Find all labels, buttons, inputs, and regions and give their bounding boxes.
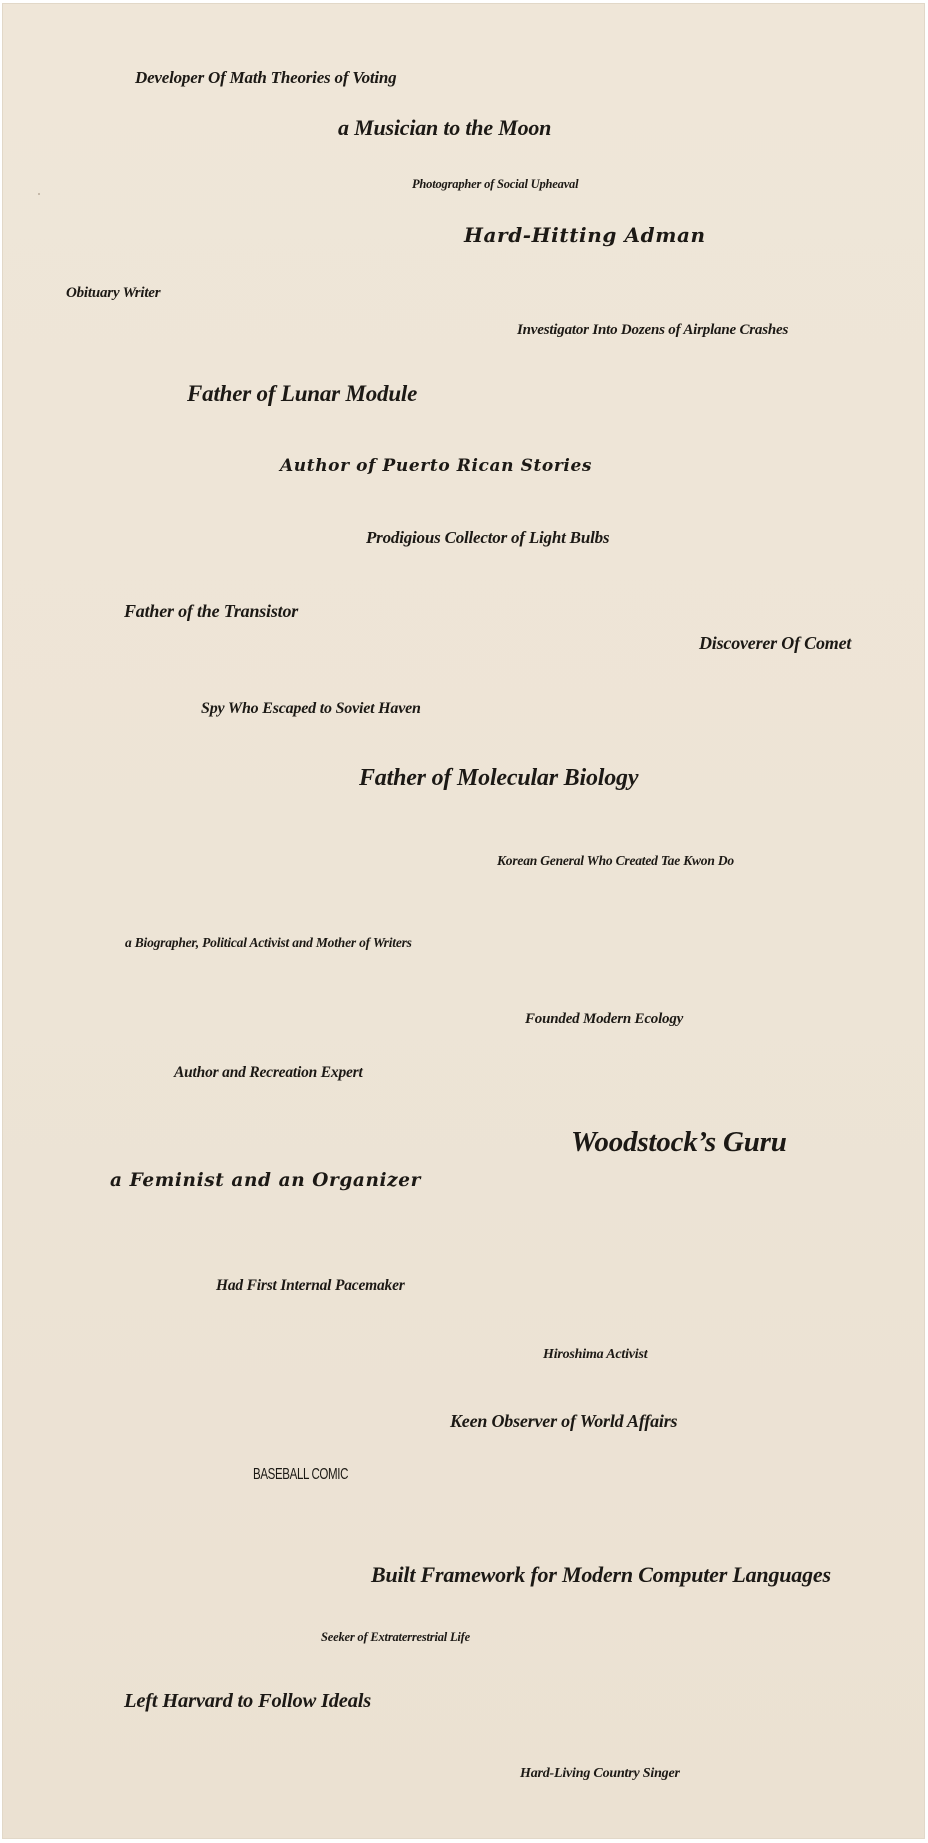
paper-speck (38, 193, 40, 195)
headline-text: Hard-Living Country Singer (520, 1766, 680, 1781)
headline-text: Father of Lunar Module (187, 381, 418, 406)
headline-text: a Feminist and an Organizer (110, 1170, 421, 1191)
headline-text: Seeker of Extraterrestrial Life (321, 1630, 470, 1644)
headline-text: Spy Who Escaped to Soviet Haven (201, 700, 421, 717)
headline-text: Father of the Transistor (124, 601, 299, 621)
headline-text: Hiroshima Activist (543, 1347, 648, 1362)
headline-text: Developer Of Math Theories of Voting (135, 68, 397, 87)
headline-text: Founded Modern Ecology (525, 1011, 684, 1027)
headline-text: Father of Molecular Biology (359, 765, 639, 791)
headline-text: Hard-Hitting Adman (464, 223, 706, 247)
headline-text: Prodigious Collector of Light Bulbs (366, 528, 610, 547)
headline-text: Built Framework for Modern Computer Languages (371, 1562, 831, 1587)
headline-text: Keen Observer of World Affairs (450, 1411, 678, 1431)
headline-text: Author of Puerto Rican Stories (280, 456, 593, 476)
headline-text: BASEBALL COMIC (253, 1466, 349, 1483)
headline-text: Photographer of Social Upheaval (412, 177, 579, 191)
headline-text: Had First Internal Pacemaker (216, 1277, 405, 1294)
headline-text: a Musician to the Moon (338, 115, 552, 140)
headline-text: Woodstock’s Guru (571, 1126, 787, 1158)
headline-text: a Biographer, Political Activist and Mother of Writers (125, 935, 412, 950)
headline-text: Left Harvard to Follow Ideals (124, 1690, 372, 1712)
headline-text: Korean General Who Created Tae Kwon Do (497, 853, 734, 868)
headline-text: Investigator Into Dozens of Airplane Crashes (517, 322, 789, 338)
headline-text: Obituary Writer (66, 285, 161, 301)
poster-sheet (2, 3, 925, 1839)
headline-text: Discoverer Of Comet (699, 633, 852, 653)
headline-text: Author and Recreation Expert (174, 1064, 363, 1081)
